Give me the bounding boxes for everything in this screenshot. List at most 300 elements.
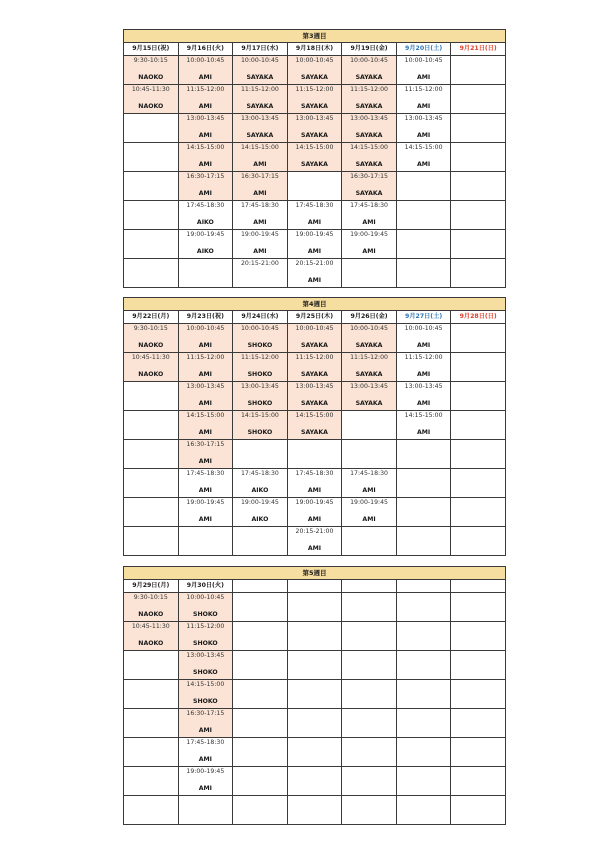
instructor-name: NAOKO [138, 611, 164, 618]
empty-cell [451, 527, 506, 556]
lesson-cell [342, 469, 397, 498]
instructor-name: SAYAKA [355, 132, 383, 139]
lesson-cell [124, 593, 179, 622]
lesson-cell [178, 85, 233, 114]
lesson-cell [233, 230, 288, 259]
time-slot-row [124, 796, 506, 825]
day-header: 9月30日(火) [178, 580, 233, 593]
empty-cell [451, 259, 506, 288]
lesson-cell [233, 382, 288, 411]
lesson-cell [178, 767, 233, 796]
lesson-time: 17:45-18:30 [350, 202, 388, 209]
instructor-name: SAYAKA [355, 103, 383, 110]
lesson-time: 11:15-12:00 [186, 623, 225, 630]
lesson-cell [396, 114, 451, 143]
instructor-name: NAOKO [138, 74, 164, 81]
empty-cell [124, 498, 179, 527]
instructor-name: AMI [198, 103, 212, 110]
day-header: 9月24日(水) [233, 311, 288, 324]
instructor-name: SAYAKA [355, 74, 383, 81]
lesson-time: 14:15-15:00 [240, 144, 279, 151]
empty-cell [451, 85, 506, 114]
lesson-cell [178, 230, 233, 259]
lesson-time: 14:15-15:00 [186, 412, 225, 419]
empty-cell [396, 651, 451, 680]
timetable [123, 566, 506, 825]
lesson-cell [396, 353, 451, 382]
instructor-name: SAYAKA [301, 74, 328, 81]
lesson-cell [287, 324, 342, 353]
week-title: 第4週目 [124, 298, 506, 311]
time-slot-row [124, 230, 506, 259]
lesson-cell [233, 498, 288, 527]
lesson-time: 19:00-19:45 [186, 768, 225, 775]
instructor-name: AMI [416, 132, 431, 139]
lesson-time: 10:00-10:45 [350, 57, 388, 64]
lesson-time: 11:15-12:00 [186, 86, 225, 93]
lesson-cell [396, 382, 451, 411]
empty-cell [342, 651, 397, 680]
instructor-name: NAOKO [138, 103, 164, 110]
lesson-time: 19:00-19:45 [295, 499, 334, 506]
instructor-name: AIKO [251, 516, 269, 523]
empty-cell [124, 230, 179, 259]
lesson-cell [178, 738, 233, 767]
empty-cell [342, 259, 397, 288]
empty-cell [451, 114, 506, 143]
lesson-time: 11:15-12:00 [295, 86, 334, 93]
day-header [396, 580, 451, 593]
instructor-name: AMI [362, 516, 376, 523]
lesson-cell [124, 56, 179, 85]
instructor-name: AMI [253, 248, 267, 255]
lesson-cell [287, 143, 342, 172]
instructor-name: SHOKO [247, 371, 273, 378]
empty-cell [451, 767, 506, 796]
lesson-time: 16:30-17:15 [186, 710, 225, 717]
empty-cell [124, 440, 179, 469]
lesson-time: 13:00-13:45 [295, 115, 334, 122]
instructor-name: AMI [198, 756, 212, 763]
time-slot-row [124, 440, 506, 469]
day-header: 9月15日(祝) [124, 43, 179, 56]
empty-cell [396, 709, 451, 738]
lesson-cell [287, 114, 342, 143]
instructor-name: SAYAKA [246, 103, 274, 110]
day-header: 9月27日(土) [396, 311, 451, 324]
empty-cell [396, 738, 451, 767]
day-header: 9月17日(水) [233, 43, 288, 56]
lesson-time: 13:00-13:45 [240, 383, 279, 390]
timetable [123, 29, 506, 288]
lesson-cell [396, 85, 451, 114]
empty-cell [451, 143, 506, 172]
instructor-name: SHOKO [247, 342, 273, 349]
empty-cell [233, 440, 288, 469]
time-slot-row [124, 114, 506, 143]
lesson-cell [178, 593, 233, 622]
instructor-name: AMI [198, 458, 212, 465]
empty-cell [124, 469, 179, 498]
empty-cell [233, 527, 288, 556]
lesson-cell [178, 353, 233, 382]
lesson-time: 17:45-18:30 [240, 202, 279, 209]
week-schedule-table [123, 29, 505, 288]
instructor-name: SHOKO [193, 669, 218, 676]
lesson-time: 11:15-12:00 [240, 354, 279, 361]
instructor-name: AMI [307, 487, 322, 494]
lesson-time: 10:45-11:30 [131, 354, 170, 361]
lesson-time: 10:00-10:45 [295, 57, 334, 64]
lesson-time: 14:15-15:00 [404, 412, 443, 419]
lesson-cell [396, 411, 451, 440]
lesson-cell [396, 56, 451, 85]
empty-cell [396, 172, 451, 201]
instructor-name: SAYAKA [246, 74, 274, 81]
day-header: 9月18日(木) [287, 43, 342, 56]
lesson-cell [124, 353, 179, 382]
week-schedule-table [123, 297, 505, 556]
instructor-name: SHOKO [193, 611, 218, 618]
lesson-cell [178, 201, 233, 230]
lesson-time: 19:00-19:45 [186, 231, 225, 238]
empty-cell [342, 593, 397, 622]
lesson-time: 17:45-18:30 [350, 470, 388, 477]
empty-cell [396, 767, 451, 796]
lesson-time: 14:15-15:00 [186, 681, 225, 688]
lesson-time: 14:15-15:00 [295, 144, 334, 151]
lesson-cell [342, 230, 397, 259]
lesson-time: 19:00-19:45 [240, 499, 279, 506]
lesson-cell [287, 411, 342, 440]
time-slot-row [124, 738, 506, 767]
instructor-name: AMI [198, 74, 212, 81]
empty-cell [396, 440, 451, 469]
lesson-cell [287, 469, 342, 498]
lesson-time: 13:00-13:45 [186, 652, 225, 659]
time-slot-row [124, 622, 506, 651]
time-slot-row [124, 469, 506, 498]
instructor-name: AMI [416, 342, 431, 349]
lesson-time: 14:15-15:00 [186, 144, 225, 151]
instructor-name: AMI [198, 727, 212, 734]
empty-cell [233, 767, 288, 796]
lesson-cell [287, 201, 342, 230]
instructor-name: AMI [416, 103, 431, 110]
instructor-name: SAYAKA [301, 132, 328, 139]
empty-cell [124, 259, 179, 288]
lesson-time: 11:15-12:00 [295, 354, 334, 361]
day-header: 9月20日(土) [396, 43, 451, 56]
lesson-cell [233, 259, 288, 288]
lesson-cell [178, 651, 233, 680]
lesson-cell [342, 498, 397, 527]
lesson-cell [178, 382, 233, 411]
time-slot-row [124, 680, 506, 709]
lesson-cell [233, 85, 288, 114]
empty-cell [451, 469, 506, 498]
time-slot-row [124, 259, 506, 288]
empty-cell [342, 411, 397, 440]
empty-cell [451, 56, 506, 85]
lesson-cell [287, 382, 342, 411]
empty-cell [233, 651, 288, 680]
time-slot-row [124, 143, 506, 172]
empty-cell [396, 622, 451, 651]
instructor-name: SHOKO [193, 640, 218, 647]
instructor-name: NAOKO [138, 342, 164, 349]
lesson-cell [233, 411, 288, 440]
lesson-cell [287, 353, 342, 382]
empty-cell [124, 796, 179, 825]
empty-cell [287, 796, 342, 825]
instructor-name: AMI [198, 400, 212, 407]
empty-cell [287, 651, 342, 680]
lesson-cell [178, 622, 233, 651]
instructor-name: SAYAKA [301, 161, 328, 168]
instructor-name: AMI [307, 516, 322, 523]
instructor-name: AMI [362, 487, 376, 494]
empty-cell [342, 709, 397, 738]
week-schedule-table [123, 566, 505, 825]
empty-cell [396, 593, 451, 622]
lesson-time: 9:30-10:15 [133, 57, 168, 64]
instructor-name: AIKO [196, 219, 214, 226]
lesson-cell [342, 201, 397, 230]
instructor-name: SAYAKA [355, 400, 383, 407]
empty-cell [451, 680, 506, 709]
instructor-name: AMI [198, 132, 212, 139]
empty-cell [396, 230, 451, 259]
lesson-time: 13:00-13:45 [404, 383, 443, 390]
lesson-time: 10:00-10:45 [240, 325, 279, 332]
lesson-time: 9:30-10:15 [133, 325, 168, 332]
empty-cell [396, 527, 451, 556]
time-slot-row [124, 56, 506, 85]
day-header: 9月29日(月) [124, 580, 179, 593]
lesson-cell [396, 143, 451, 172]
lesson-time: 10:00-10:45 [404, 57, 443, 64]
lesson-time: 17:45-18:30 [295, 470, 334, 477]
instructor-name: AMI [198, 342, 212, 349]
lesson-time: 20:15-21:00 [240, 260, 279, 267]
day-header: 9月28日(日) [451, 311, 506, 324]
instructor-name: SAYAKA [355, 342, 383, 349]
lesson-time: 19:00-19:45 [240, 231, 279, 238]
instructor-name: AMI [198, 371, 212, 378]
day-header: 9月16日(火) [178, 43, 233, 56]
lesson-cell [287, 230, 342, 259]
lesson-time: 11:15-12:00 [404, 86, 443, 93]
empty-cell [451, 324, 506, 353]
empty-cell [233, 622, 288, 651]
lesson-time: 10:00-10:45 [186, 325, 225, 332]
empty-cell [342, 622, 397, 651]
lesson-cell [233, 143, 288, 172]
time-slot-row [124, 593, 506, 622]
instructor-name: AMI [307, 545, 322, 552]
lesson-cell [233, 469, 288, 498]
empty-cell [451, 709, 506, 738]
lesson-cell [178, 114, 233, 143]
empty-cell [451, 622, 506, 651]
time-slot-row [124, 85, 506, 114]
empty-cell [233, 680, 288, 709]
lesson-time: 10:00-10:45 [240, 57, 279, 64]
lesson-time: 10:00-10:45 [350, 325, 388, 332]
lesson-time: 19:00-19:45 [186, 499, 225, 506]
lesson-cell [233, 56, 288, 85]
lesson-time: 10:45-11:30 [131, 86, 170, 93]
week-title: 第5週目 [124, 567, 506, 580]
empty-cell [178, 527, 233, 556]
instructor-name: AMI [198, 516, 212, 523]
time-slot-row [124, 527, 506, 556]
empty-cell [233, 709, 288, 738]
empty-cell [451, 411, 506, 440]
lesson-time: 19:00-19:45 [350, 499, 388, 506]
lesson-cell [287, 85, 342, 114]
instructor-name: AMI [253, 219, 267, 226]
instructor-name: AMI [416, 371, 431, 378]
lesson-cell [342, 114, 397, 143]
time-slot-row [124, 709, 506, 738]
lesson-cell [287, 527, 342, 556]
instructor-name: SHOKO [247, 429, 273, 436]
lesson-cell [342, 85, 397, 114]
time-slot-row [124, 651, 506, 680]
empty-cell [233, 738, 288, 767]
lesson-cell [124, 85, 179, 114]
lesson-cell [233, 201, 288, 230]
week-title: 第3週目 [124, 30, 506, 43]
time-slot-row [124, 382, 506, 411]
lesson-time: 16:30-17:15 [186, 173, 225, 180]
lesson-cell [233, 324, 288, 353]
empty-cell [124, 527, 179, 556]
lesson-time: 13:00-13:45 [404, 115, 443, 122]
empty-cell [233, 796, 288, 825]
lesson-time: 10:00-10:45 [186, 594, 225, 601]
empty-cell [451, 382, 506, 411]
instructor-name: AMI [416, 400, 431, 407]
lesson-time: 13:00-13:45 [350, 383, 388, 390]
day-header [342, 580, 397, 593]
lesson-time: 16:30-17:15 [240, 173, 279, 180]
lesson-cell [342, 382, 397, 411]
empty-cell [451, 353, 506, 382]
lesson-time: 17:45-18:30 [186, 202, 225, 209]
empty-cell [287, 709, 342, 738]
lesson-cell [396, 324, 451, 353]
lesson-time: 14:15-15:00 [240, 412, 279, 419]
empty-cell [178, 259, 233, 288]
empty-cell [396, 201, 451, 230]
instructor-name: AMI [253, 190, 267, 197]
day-header: 9月22日(月) [124, 311, 179, 324]
day-header: 9月19日(金) [342, 43, 397, 56]
empty-cell [342, 440, 397, 469]
lesson-cell [178, 172, 233, 201]
lesson-time: 11:15-12:00 [186, 354, 225, 361]
empty-cell [124, 411, 179, 440]
instructor-name: AMI [307, 277, 322, 284]
instructor-name: AIKO [251, 487, 269, 494]
instructor-name: AMI [198, 429, 212, 436]
instructor-name: AMI [416, 161, 431, 168]
instructor-name: AMI [198, 785, 212, 792]
lesson-time: 19:00-19:45 [350, 231, 388, 238]
instructor-name: AIKO [196, 248, 214, 255]
lesson-time: 13:00-13:45 [240, 115, 279, 122]
time-slot-row [124, 201, 506, 230]
empty-cell [451, 651, 506, 680]
lesson-time: 16:30-17:15 [186, 441, 225, 448]
day-header: 9月21日(日) [451, 43, 506, 56]
lesson-time: 13:00-13:45 [186, 115, 225, 122]
empty-cell [124, 738, 179, 767]
empty-cell [342, 527, 397, 556]
empty-cell [451, 498, 506, 527]
lesson-time: 17:45-18:30 [186, 739, 225, 746]
time-slot-row [124, 498, 506, 527]
empty-cell [396, 259, 451, 288]
lesson-time: 10:45-11:30 [131, 623, 170, 630]
empty-cell [124, 709, 179, 738]
empty-cell [287, 738, 342, 767]
lesson-cell [124, 622, 179, 651]
lesson-cell [178, 498, 233, 527]
lesson-time: 13:00-13:45 [186, 383, 225, 390]
instructor-name: SAYAKA [301, 429, 328, 436]
lesson-cell [342, 324, 397, 353]
lesson-time: 11:15-12:00 [350, 86, 388, 93]
lesson-time: 10:00-10:45 [186, 57, 225, 64]
lesson-cell [178, 411, 233, 440]
lesson-cell [178, 324, 233, 353]
lesson-cell [178, 143, 233, 172]
empty-cell [287, 680, 342, 709]
lesson-cell [287, 259, 342, 288]
empty-cell [287, 767, 342, 796]
day-header [233, 580, 288, 593]
day-header [287, 580, 342, 593]
empty-cell [124, 382, 179, 411]
lesson-time: 20:15-21:00 [295, 528, 334, 535]
lesson-time: 14:15-15:00 [404, 144, 443, 151]
lesson-cell [178, 469, 233, 498]
lesson-time: 11:15-12:00 [240, 86, 279, 93]
instructor-name: AMI [416, 74, 431, 81]
lesson-time: 13:00-13:45 [350, 115, 388, 122]
empty-cell [451, 738, 506, 767]
empty-cell [287, 593, 342, 622]
lesson-time: 17:45-18:30 [240, 470, 279, 477]
instructor-name: AMI [307, 219, 322, 226]
lesson-time: 17:45-18:30 [186, 470, 225, 477]
lesson-cell [233, 172, 288, 201]
lesson-time: 11:15-12:00 [350, 354, 388, 361]
empty-cell [233, 593, 288, 622]
empty-cell [124, 172, 179, 201]
empty-cell [124, 767, 179, 796]
empty-cell [287, 622, 342, 651]
empty-cell [124, 201, 179, 230]
empty-cell [396, 469, 451, 498]
empty-cell [451, 230, 506, 259]
lesson-cell [342, 143, 397, 172]
instructor-name: AMI [362, 248, 376, 255]
